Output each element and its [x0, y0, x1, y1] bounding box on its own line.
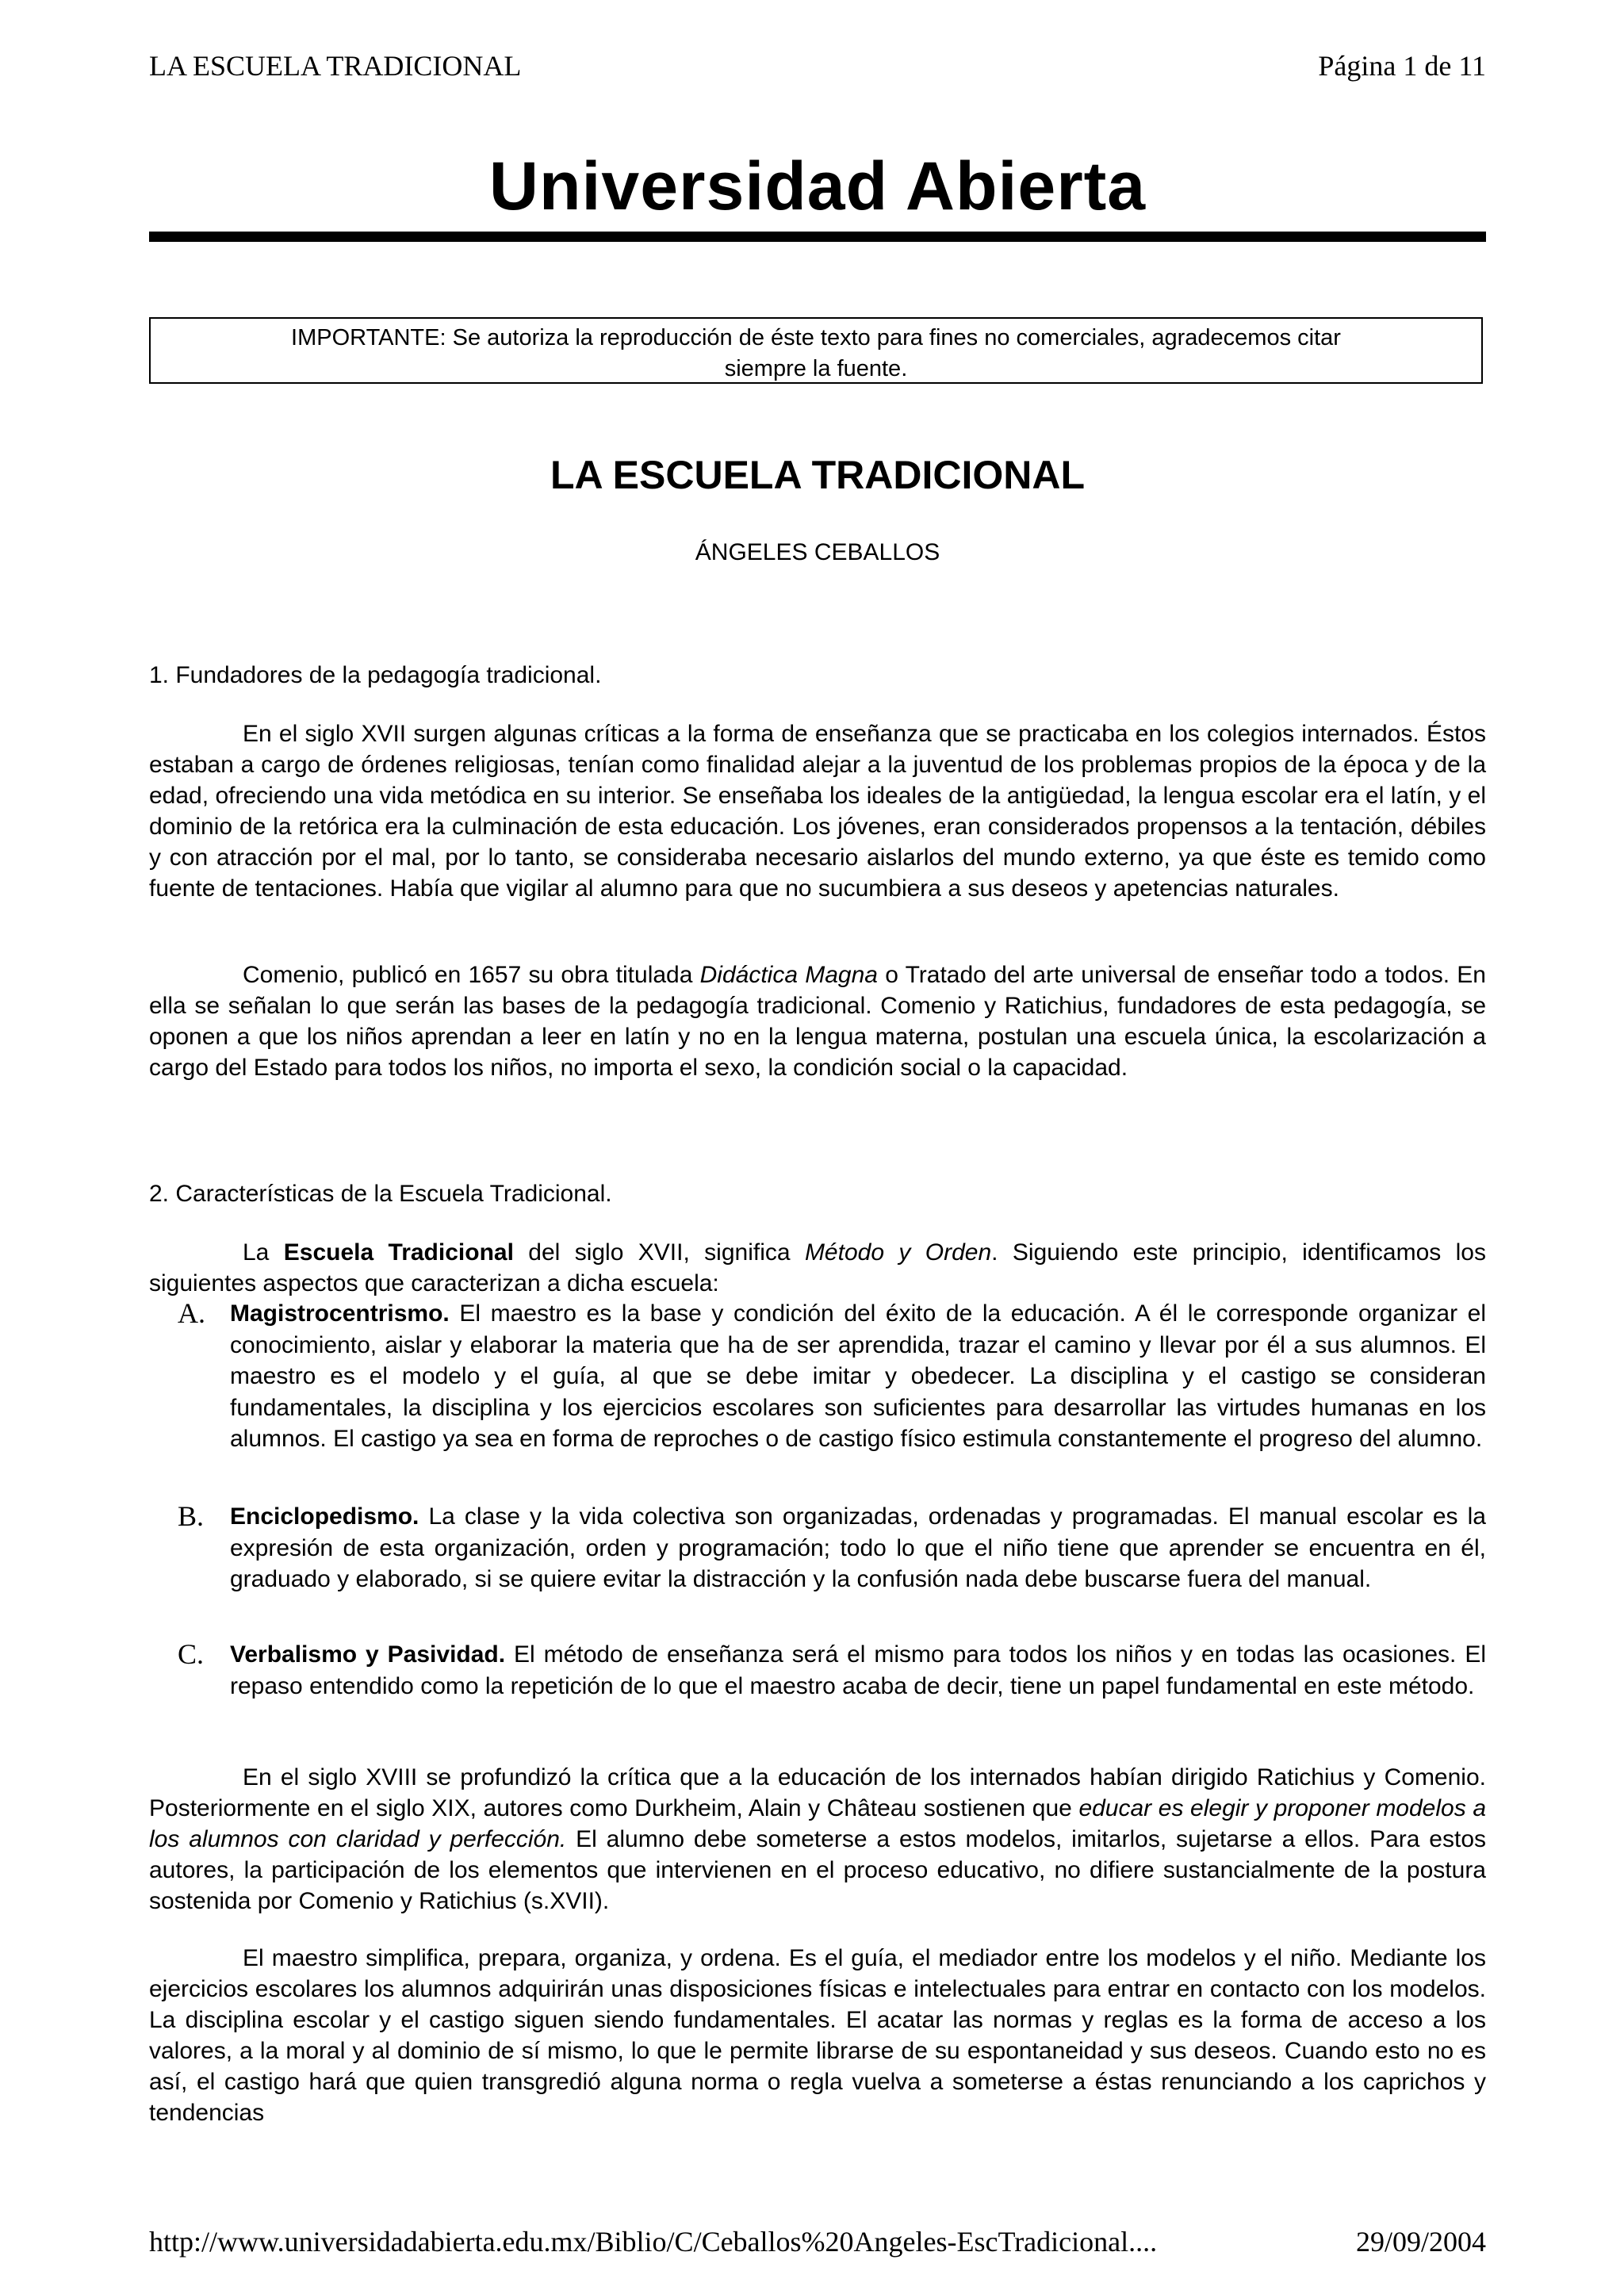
notice-line-2: siempre la fuente.: [724, 356, 908, 381]
p2-text-b: o Tratado del arte universal de enseñar todo a todos. En ella se señalan lo que serán las bases de la pedagogía tradicional. Comenio y Ratichius, fundadores de esta pedagogía, se oponen a que los niños aprendan a leer en latín y no en la lengua materna, postulan una escuela única, la escolarización a cargo del Estado para todos los niños, no importa el sexo, la condición social o la capacidad.: [149, 962, 1486, 1081]
section-2-heading: 2. Características de la Escuela Tradicional.: [149, 1181, 612, 1207]
p3-text-a: En el siglo XVIII se profundizó la crítica que a la educación de los internados habían dirigido Ratichius y Comenio. Posteriormente en el siglo XIX, autores como Durkheim, Alain y Château sostienen que: [149, 1764, 1486, 1821]
copyright-notice-box: [149, 317, 1483, 384]
intro-text-c: . Siguiendo este principio, identificamos los siguientes aspectos que caracterizan a dicha escuela:: [149, 1239, 1486, 1296]
section-2-paragraph-3: [149, 1762, 1486, 1917]
document-title: LA ESCUELA TRADICIONAL: [550, 453, 1086, 497]
author-name: ÁNGELES CEBALLOS: [695, 539, 940, 565]
section-2-paragraph-4: El maestro simplifica, prepara, organiza, y ordena. Es el guía, el mediador entre los modelos y el niño. Mediante los ejercicios escolares los alumnos adquirirán unas disposiciones físicas e intelectuales para entrar en contacto con los modelos. La disciplina escolar y el castigo siguen siendo fundamentales. El acatar las normas y reglas es la forma de acceso a los valores, a la moral y al dominio de sí mismo, lo que le permite librarse de su espontaneidad y sus deseos. Cuando esto no es así, el castigo hará que quien transgredió alguna norma o regla vuelva a someterse a éstas renunciando a los caprichos y tendencias: [149, 1945, 1486, 2126]
p2-book-title: Didáctica Magna: [699, 962, 878, 988]
running-header: [149, 49, 1486, 89]
list-marker: B.: [178, 1500, 205, 1532]
section-2-intro: [149, 1237, 1486, 1299]
section-1-paragraph-1: En el siglo XVII surgen algunas críticas a la forma de enseñanza que se practicaba en los colegios internados. Éstos estaban a cargo de órdenes religiosas, tenían como finalidad alejar a la juventud de los problemas propios de la época y de la edad, ofreciendo una vida metódica en su interior. Se enseñaba los ideales de la antigüedad, la lengua escolar era el latín, y el dominio de la retórica era la culminación de esta educación. Los jóvenes, eran considerados propensos a la tentación, débiles y con atracción por el mal, por lo tanto, se consideraba necesario aislarlos del mundo externo, ya que éste es temido como fuente de tentaciones. Había que vigilar al alumno para que no sucumbiera a sus deseos y apetencias naturales.: [149, 721, 1486, 902]
list-item-term: Enciclopedismo.: [230, 1503, 419, 1530]
list-item-text: El maestro es la base y condición del éxito de la educación. A él le corresponde organizar el conocimiento, aislar y elaborar la materia que ha de ser aprendida, trazar el camino y llevar por él a sus alumnos. El maestro es el modelo y el guía, al que se debe imitar y obedecer. La disciplina y el castigo se consideran fundamentales, la disciplina y los ejercicios escolares son suficientes para desarrollar las virtudes humanas en los alumnos. El castigo ya sea en forma de reproches o de castigo físico estimula constantemente el progreso del alumno.: [230, 1300, 1486, 1452]
list-item-text: La clase y la vida colectiva son organizadas, ordenadas y programadas. El manual escolar es la expresión de esta organización, orden y programación; todo lo que el niño tiene que aprender se encuentra en él, graduado y elaborado, si se quiere evitar la distracción y la confusión nada debe buscarse fuera del manual.: [230, 1503, 1486, 1592]
brand-title: Universidad Abierta: [488, 148, 1147, 224]
intro-italic: Método y Orden: [804, 1239, 992, 1266]
list-marker: A.: [178, 1297, 205, 1329]
page-number: Página 1 de 11: [1318, 50, 1486, 82]
intro-bold: Escuela Tradicional: [283, 1239, 514, 1266]
p3-text-b: El alumno debe someterse a estos modelos, imitarlos, sujetarse a ellos. Para estos autores, la participación de los elementos que intervienen en el proceso educativo, no difiere sustancialmente de la postura sostenida por Comenio y Ratichius (s.XVII).: [149, 1826, 1487, 1914]
p2-text-a: Comenio, publicó en 1657 su obra titulada: [243, 962, 700, 988]
list-item-body: [230, 1298, 1486, 1455]
document-page: [149, 0, 1486, 2294]
p3-quote: educar es elegir y proponer modelos a los alumnos con claridad y perfección.: [149, 1795, 1486, 1852]
source-url: http://www.universidadabierta.edu.mx/Biblio/C/Ceballos%20Angeles-EscTradicional....: [149, 2226, 1158, 2258]
header-title: LA ESCUELA TRADICIONAL: [149, 50, 522, 82]
list-item-body: [230, 1501, 1486, 1595]
intro-text-b: del siglo XVII, significa: [513, 1239, 805, 1266]
list-item-body: [230, 1639, 1486, 1702]
section-1-heading: 1. Fundadores de la pedagogía tradicional.: [149, 662, 602, 688]
intro-text-a: La: [243, 1239, 284, 1266]
list-item-term: Verbalismo y Pasividad.: [230, 1641, 506, 1668]
list-marker: C.: [178, 1638, 205, 1670]
brand-divider: [149, 232, 1486, 242]
list-item-term: Magistrocentrismo.: [230, 1300, 450, 1327]
section-1-paragraph-2: [149, 959, 1486, 1083]
list-item-text: El método de enseñanza será el mismo para todos los niños y en todas las ocasiones. El repaso entendido como la repetición de lo que el maestro acaba de decir, tiene un papel fundamental en este método.: [230, 1641, 1487, 1699]
notice-line-1: IMPORTANTE: Se autoriza la reproducción de éste texto para fines no comerciales, agradecemos citar: [291, 325, 1341, 350]
print-date: 29/09/2004: [1355, 2226, 1486, 2258]
